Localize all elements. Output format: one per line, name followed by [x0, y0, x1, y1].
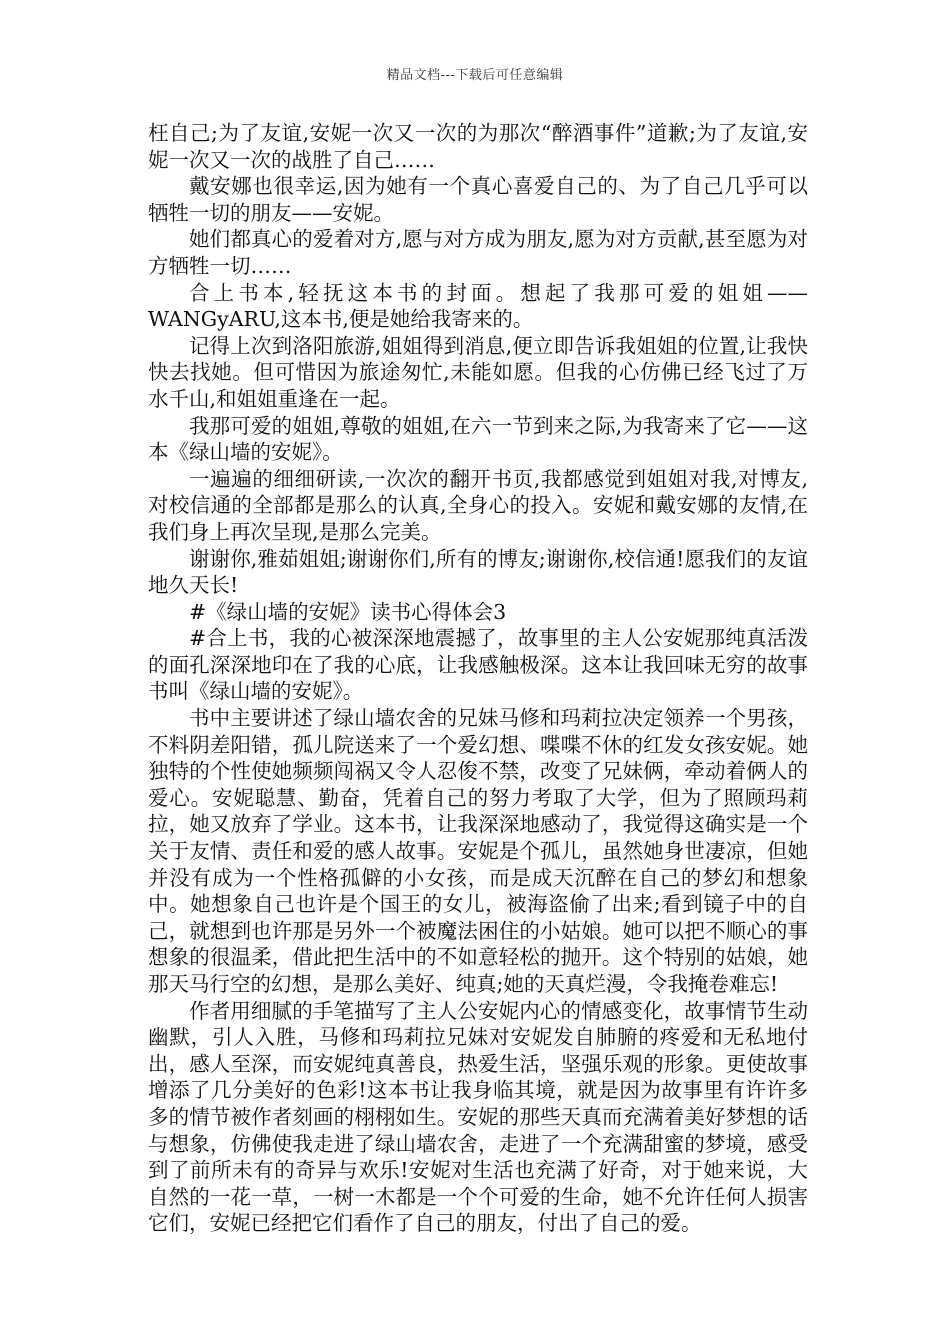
- paragraph-2: 戴安娜也很幸运,因为她有一个真心喜爱自己的、为了自己几乎可以牺牲一切的朋友——安妮。: [148, 174, 808, 225]
- paragraph-9: #合上书，我的心被深深地震撼了，故事里的主人公安妮那纯真活泼的面孔深深地印在了我的心底，让我感触极深。这本让我回味无穷的故事书叫《绿山墙的安妮》。: [148, 626, 808, 704]
- paragraph-7: 一遍遍的细细研读,一次次的翻开书页,我都感觉到姐姐对我,对博友,对校信通的全部都是那么的认真,全身心的投入。安妮和戴安娜的友情,在我们身上再次呈现,是那么完美。: [148, 466, 808, 544]
- paragraph-1: 枉自己;为了友谊,安妮一次又一次的为那次“醉酒事件”道歉;为了友谊,安妮一次又一次的战胜了自己……: [148, 121, 808, 172]
- paragraph-3: 她们都真心的爱着对方,愿与对方成为朋友,愿为对方贡献,甚至愿为对方牺牲一切……: [148, 227, 808, 278]
- section-heading: #《绿山墙的安妮》读书心得体会3: [189, 599, 507, 624]
- paragraph-11: 作者用细腻的手笔描写了主人公安妮内心的情感变化，故事情节生动幽默，引人入胜，马修和玛莉拉兄妹对安妮发自肺腑的疼爱和无私地付出，感人至深，而安妮纯真善良，热爱生活，坚强乐观的形象。更使故事增添了几分美好的色彩!这本书让我身临其境，就是因为故事里有许许多多的情节被作者刻画的栩栩如生。安妮的那些天真而充满着美好梦想的话与想象，仿佛使我走进了绿山墙农舍，走进了一个充满甜蜜的梦境，感受到了前所未有的奇异与欢乐!安妮对生活也充满了好奇，对于她来说，大自然的一花一草，一树一木都是一个个可爱的生命，她不允许任何人损害它们，安妮已经把它们看作了自己的朋友，付出了自己的爱。: [148, 998, 808, 1236]
- paragraph-10: 书中主要讲述了绿山墙农舍的兄妹马修和玛莉拉决定领养一个男孩，不料阴差阳错，孤儿院送来了一个爱幻想、喋喋不休的红发女孩安妮。她独特的个性使她频频闯祸又令人忍俊不禁，改变了兄妹俩，牵动着俩人的爱心。安妮聪慧、勤奋，凭着自己的努力考取了大学，但为了照顾玛莉拉，她又放弃了学业。这本书，让我深深地感动了，我觉得这确实是一个关于友情、责任和爱的感人故事。安妮是个孤儿，虽然她身世凄凉，但她并没有成为一个性格孤僻的小女孩，而是成天沉醉在自己的梦幻和想象中。她想象自己也许是个国王的女儿，被海盗偷了出来;看到镜子中的自己，就想到也许那是另外一个被魔法困住的小姑娘。她可以把不顺心的事想象的很温柔，借此把生活中的不如意轻松的抛开。这个特别的姑娘，她那天马行空的幻想，是那么美好、纯真;她的天真烂漫，令我掩卷难忘!: [148, 706, 808, 996]
- document-body: [148, 120, 808, 1237]
- paragraph-6: 我那可爱的姐姐,尊敬的姐姐,在六一节到来之际,为我寄来了它——这本《绿山墙的安妮》。: [148, 413, 808, 465]
- paragraph-5: 记得上次到洛阳旅游,姐姐得到消息,便立即告诉我姐姐的位置,让我快快去找她。但可惜因为旅途匆忙,未能如愿。但我的心仿佛已经飞过了万水千山,和姐姐重逢在一起。: [148, 333, 808, 411]
- page-header: 精品文档---下载后可任意编辑: [386, 68, 564, 83]
- paragraph-4: 合上书本,轻抚这本书的封面。想起了我那可爱的姐姐——WANGyARU,这本书,便是她给我寄来的。: [148, 280, 808, 332]
- paragraph-8: 谢谢你,雅茹姐姐;谢谢你们,所有的博友;谢谢你,校信通!愿我们的友谊地久天长!: [148, 546, 808, 598]
